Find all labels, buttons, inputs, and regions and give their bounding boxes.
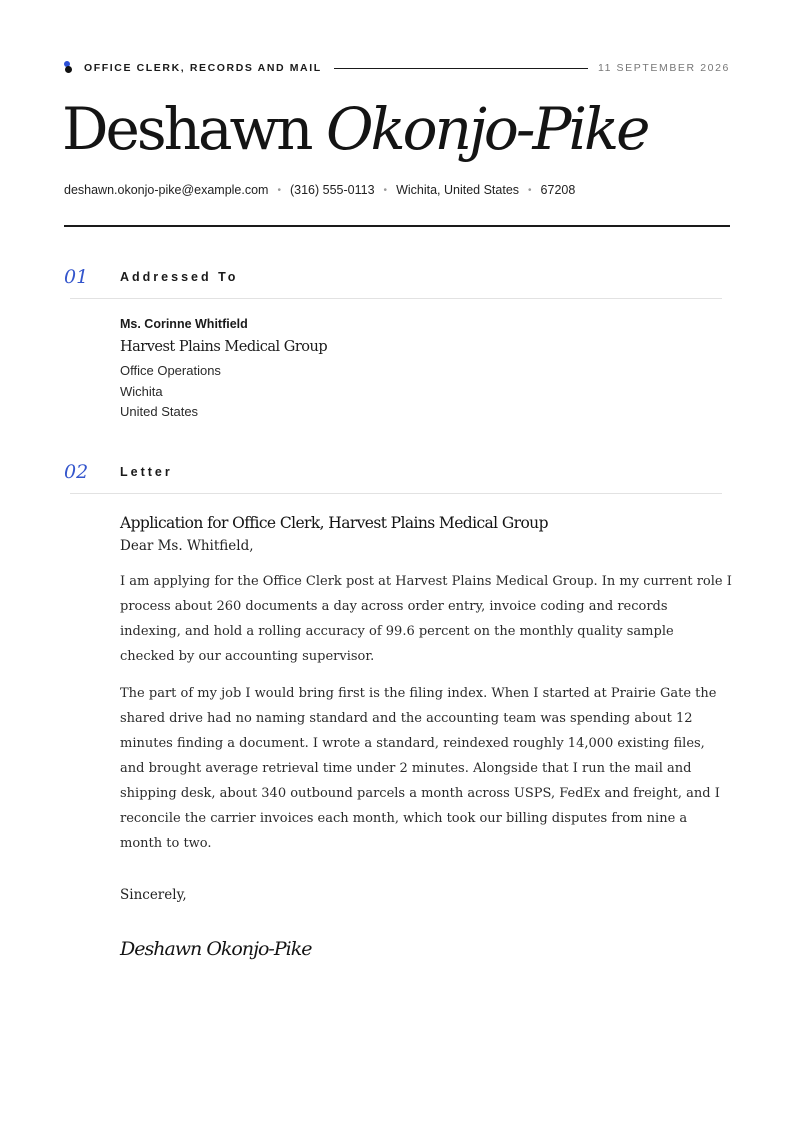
recipient-block [120,317,327,423]
section-addressed-to [64,266,722,288]
section-divider [70,493,722,494]
section-number: 01 [64,266,89,288]
signature: Deshawn Okonjo-Pike [120,938,312,960]
section-divider [70,298,722,299]
letter-subject: Application for Office Clerk, Harvest Plains Medical Group [120,514,548,532]
applicant-name [62,94,647,164]
last-name: Okonjo-Pike [325,95,648,163]
letter-paragraph: The part of my job I would bring first is the filing index. When I started at Prairie Gate the shared drive had no naming standard and the accounting team was spending about 12 minutes finding a document. I wrote a standard, reindexed roughly 14,000 existing files, and brought average retrieval time under 2 minutes. Alongside that I run the mail and shipping desk, about 340 outbound parcels a month across USPS, FedEx and freight, and I reconcile the carrier invoices each month, which took our billing disputes from nine a month to two. [120,686,720,851]
recipient-address-line: United States [120,404,199,419]
letter-body [120,512,732,868]
separator-dot: • [528,184,532,196]
letter-greeting: Dear Ms. Whitfield, [120,538,254,554]
recipient-organization: Harvest Plains Medical Group [120,339,328,355]
letter-closing: Sincerely, [120,887,187,903]
header-bar [64,60,730,76]
section-number: 02 [64,461,89,483]
section-title: Letter [120,465,173,479]
separator-dot: • [277,184,281,196]
letter-paragraph: I am applying for the Office Clerk post at Harvest Plains Medical Group. In my current role I process about 260 documents a day across order entry, invoice coding and records indexing, and hold a rolling accuracy of 99.6 percent on the monthly quality sample checked by our accounting supervisor. [120,574,732,664]
recipient-address-line: Wichita [120,383,163,399]
header-rule [64,225,730,227]
contact-line [64,183,575,197]
contact-location: Wichita, United States [396,183,520,197]
section-letter [64,461,722,483]
bullet-dot-icon [64,61,72,75]
first-name: Deshawn [62,95,311,163]
recipient-name: Ms. Corinne Whitfield [120,317,248,331]
separator-dot: • [383,184,388,196]
job-role: OFFICE CLERK, RECORDS AND MAIL [84,62,322,74]
header-divider [334,68,588,69]
contact-email[interactable]: deshawn.okonjo-pike@example.com [64,183,269,197]
recipient-address-line: Office Operations [120,363,221,378]
contact-postal-code: 67208 [540,183,576,197]
letter-date: 11 SEPTEMBER 2026 [597,62,730,74]
contact-phone[interactable]: (316) 555-0113 [289,183,375,197]
section-title: Addressed To [120,270,239,284]
